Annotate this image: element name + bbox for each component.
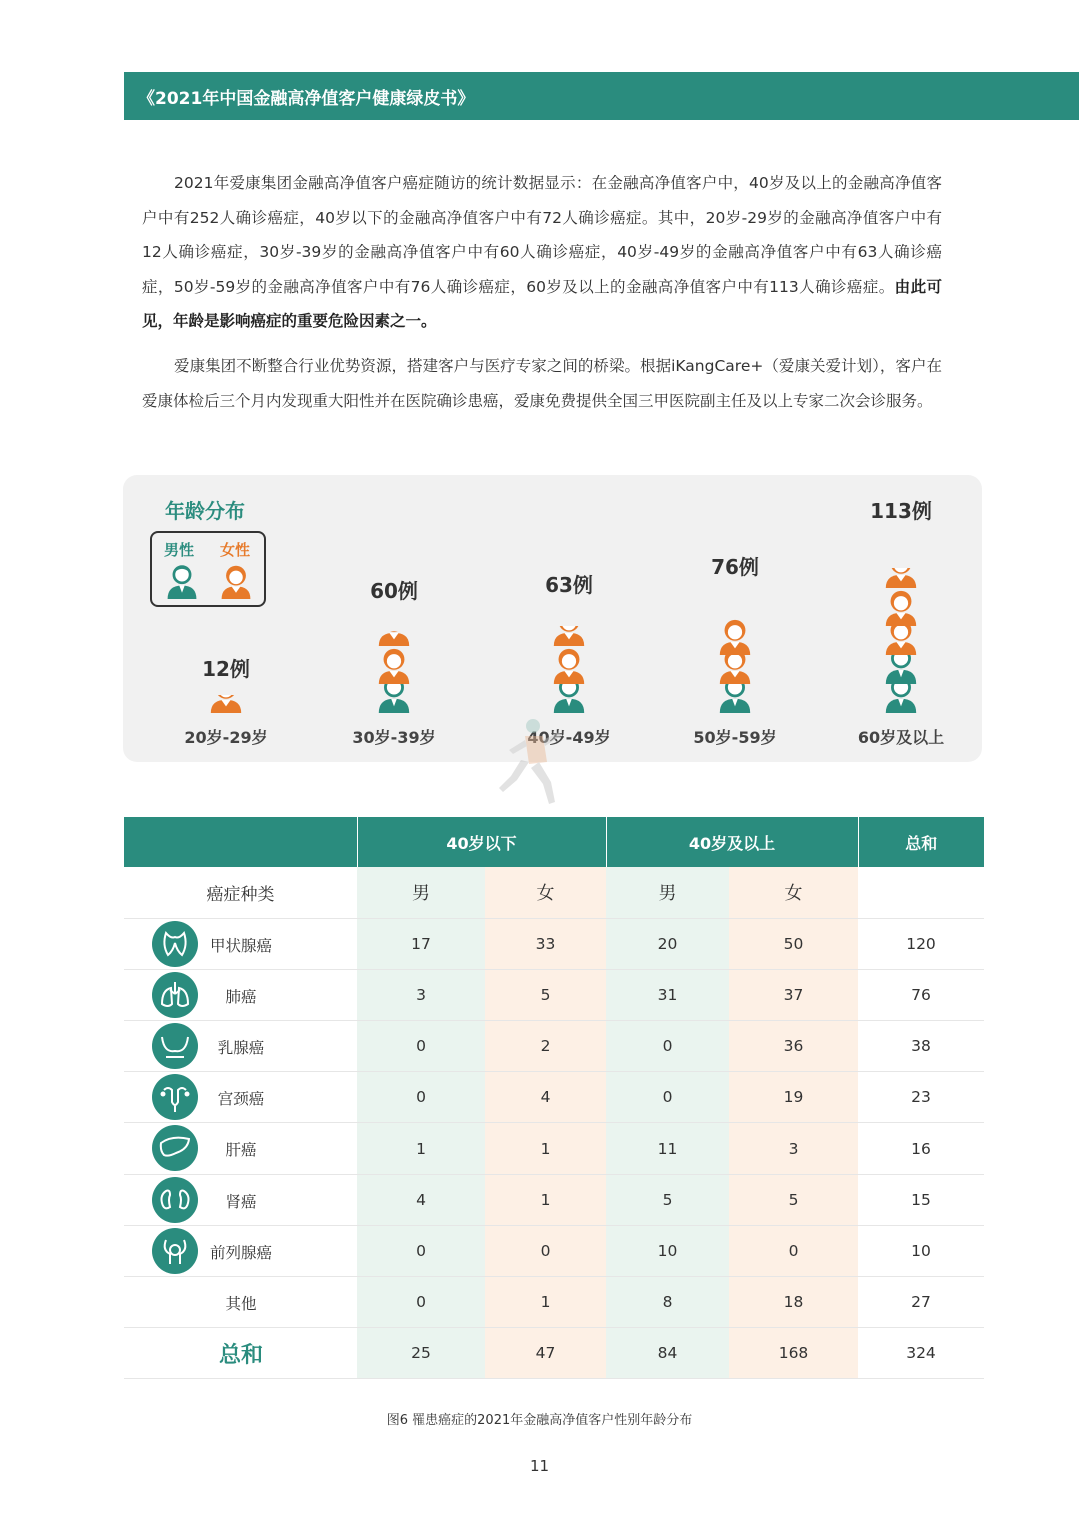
cancer-type-header: 癌症种类 (124, 867, 357, 918)
value-cell-u-f: 47 (485, 1328, 606, 1379)
female-person-icon (882, 588, 920, 626)
female-person-icon (375, 631, 413, 646)
cancer-type-name: 其他 (225, 1295, 257, 1313)
age-group-label: 40岁-49岁 (527, 728, 611, 747)
value-cell-o-m: 0 (606, 1072, 729, 1123)
value-cell-u-f: 0 (485, 1225, 606, 1276)
female-person-icon (882, 568, 920, 588)
cancer-type-name: 宫颈癌 (217, 1090, 265, 1109)
value-cell-total: 76 (858, 969, 984, 1020)
age-group-count: 60例 (370, 579, 418, 603)
legend-female-label: 女性 (220, 541, 251, 559)
value-cell-u-f: 33 (485, 918, 606, 969)
under40-female-header: 女 (485, 867, 606, 918)
header-blank (124, 817, 357, 867)
cancer-type-cell (124, 1328, 357, 1379)
female-person-icon (550, 626, 588, 646)
cancer-type-name: 前列腺癌 (209, 1243, 272, 1262)
cancer-type-name: 肾癌 (225, 1192, 257, 1211)
value-cell-o-m: 0 (606, 1021, 729, 1072)
female-person-icon (550, 646, 588, 684)
table-subheader-row (124, 867, 984, 918)
value-cell-o-f: 0 (729, 1225, 858, 1276)
cancer-type-cell (124, 918, 357, 969)
female-person-icon (716, 617, 754, 655)
table-row (124, 1021, 984, 1072)
value-cell-total: 10 (858, 1225, 984, 1276)
value-cell-o-m: 84 (606, 1328, 729, 1379)
female-person-icon (207, 695, 245, 713)
value-cell-u-m: 1 (357, 1123, 485, 1174)
value-cell-o-f: 36 (729, 1021, 858, 1072)
value-cell-o-m: 10 (606, 1225, 729, 1276)
header-under-40: 40岁以下 (357, 817, 606, 867)
table-row (124, 1072, 984, 1123)
total-subheader-blank (858, 867, 984, 918)
age-group-column (156, 475, 296, 762)
age-group-column (665, 475, 805, 762)
age-group-count: 63例 (545, 573, 593, 597)
table-row (124, 969, 984, 1020)
header-40-and-over: 40岁及以上 (606, 817, 858, 867)
value-cell-u-f: 1 (485, 1123, 606, 1174)
thyroid-icon (152, 921, 198, 967)
table-total-row (124, 1328, 984, 1379)
value-cell-o-m: 31 (606, 969, 729, 1020)
cancer-type-cell (124, 1072, 357, 1123)
paragraph-statistics (142, 166, 942, 339)
over40-female-header: 女 (729, 867, 858, 918)
cancer-type-cell (124, 1277, 357, 1328)
cancer-type-name: 肝癌 (225, 1141, 257, 1160)
cancer-type-name: 乳腺癌 (217, 1039, 265, 1058)
table-row (124, 1225, 984, 1276)
lungs-icon (152, 972, 198, 1018)
table-row (124, 1174, 984, 1225)
table-row (124, 918, 984, 969)
value-cell-u-m: 4 (357, 1174, 485, 1225)
value-cell-u-f: 1 (485, 1277, 606, 1328)
value-cell-o-f: 168 (729, 1328, 858, 1379)
value-cell-u-f: 5 (485, 969, 606, 1020)
age-group-label: 20岁-29岁 (184, 728, 268, 747)
value-cell-u-m: 25 (357, 1328, 485, 1379)
table-row (124, 1123, 984, 1174)
paragraph-statistics-text: 2021年爱康集团金融高净值客户癌症随访的统计数据显示：在金融高净值客户中，40岁及以上的金融高净值客户中有252人确诊癌症，40岁以下的金融高净值客户中有72人确诊癌症。其中，20岁-29岁的金融高净值客户中有12人确诊癌症，30岁-39岁的金融高净值客户中有60人确诊癌症，40岁-49岁的金融高净值客户中有63人确诊癌症，50岁-59岁的金融高净值客户中有76人确诊癌症，60岁及以上的金融高净值客户中有113人确诊癌症。 (142, 174, 942, 296)
age-group-label: 50岁-59岁 (693, 728, 777, 747)
value-cell-total: 23 (858, 1072, 984, 1123)
document-title: 《2021年中国金融高净值客户健康绿皮书》 (138, 89, 475, 109)
header-total: 总和 (858, 817, 984, 867)
age-group-count: 12例 (202, 657, 250, 681)
female-person-icon (375, 646, 413, 684)
cancer-type-cell (124, 1021, 357, 1072)
value-cell-u-m: 3 (357, 969, 485, 1020)
cancer-type-cell (124, 1174, 357, 1225)
value-cell-o-m: 11 (606, 1123, 729, 1174)
value-cell-o-f: 18 (729, 1277, 858, 1328)
cancer-type-name: 甲状腺癌 (209, 936, 272, 955)
value-cell-total: 15 (858, 1174, 984, 1225)
paragraph-statistics-conclusion: 由此可见，年龄是影响癌症的重要危险因素之一。 (142, 277, 942, 330)
kidney-icon (152, 1177, 198, 1223)
page-number: 11 (529, 1457, 550, 1475)
value-cell-total: 120 (858, 918, 984, 969)
age-group-label: 60岁及以上 (857, 728, 945, 747)
under40-male-header: 男 (357, 867, 485, 918)
age-group-column (831, 475, 971, 762)
cancer-type-table (124, 817, 984, 1379)
value-cell-u-f: 4 (485, 1072, 606, 1123)
liver-icon (152, 1125, 198, 1171)
age-chart-title: 年龄分布 (165, 499, 245, 523)
value-cell-total: 38 (858, 1021, 984, 1072)
value-cell-u-f: 1 (485, 1174, 606, 1225)
paragraph-ikangcare-text: 爱康集团不断整合行业优势资源，搭建客户与医疗专家之间的桥梁。根据iKangCare+（爱康关爱计划），客户在爱康体检后三个月内发现重大阳性并在医院确诊患癌，爱康免费提供全国三甲医院副主任及以上专家二次会诊服务。 (142, 357, 942, 410)
table-header-row (124, 817, 984, 867)
prostate-icon (152, 1228, 198, 1274)
value-cell-total: 27 (858, 1277, 984, 1328)
cancer-type-cell (124, 1225, 357, 1276)
value-cell-o-f: 5 (729, 1174, 858, 1225)
cancer-type-cell (124, 1123, 357, 1174)
value-cell-u-m: 0 (357, 1225, 485, 1276)
value-cell-u-m: 0 (357, 1072, 485, 1123)
uterus-icon (152, 1074, 198, 1120)
paragraph-ikangcare (142, 349, 942, 418)
value-cell-u-m: 17 (357, 918, 485, 969)
age-group-column (324, 475, 464, 762)
cancer-type-cell (124, 969, 357, 1020)
value-cell-total: 324 (858, 1328, 984, 1379)
age-group-count: 113例 (870, 499, 932, 523)
value-cell-u-f: 2 (485, 1021, 606, 1072)
header-bar (124, 72, 1079, 120)
value-cell-o-f: 37 (729, 969, 858, 1020)
value-cell-o-m: 20 (606, 918, 729, 969)
age-group-count: 76例 (711, 555, 759, 579)
figure-caption: 图6 罹患癌症的2021年金融高净值客户性别年龄分布 (386, 1413, 693, 1428)
value-cell-o-m: 8 (606, 1277, 729, 1328)
value-cell-u-m: 0 (357, 1277, 485, 1328)
total-row-label: 总和 (218, 1343, 263, 1369)
breast-icon (152, 1023, 198, 1069)
value-cell-o-f: 19 (729, 1072, 858, 1123)
value-cell-u-m: 0 (357, 1021, 485, 1072)
legend-male-label: 男性 (164, 541, 195, 559)
value-cell-o-m: 5 (606, 1174, 729, 1225)
over40-male-header: 男 (606, 867, 729, 918)
value-cell-o-f: 3 (729, 1123, 858, 1174)
cancer-type-name: 肺癌 (225, 987, 257, 1006)
age-group-label: 30岁-39岁 (352, 728, 436, 747)
table-row (124, 1277, 984, 1328)
runner-watermark-icon (495, 718, 565, 806)
value-cell-total: 16 (858, 1123, 984, 1174)
value-cell-o-f: 50 (729, 918, 858, 969)
